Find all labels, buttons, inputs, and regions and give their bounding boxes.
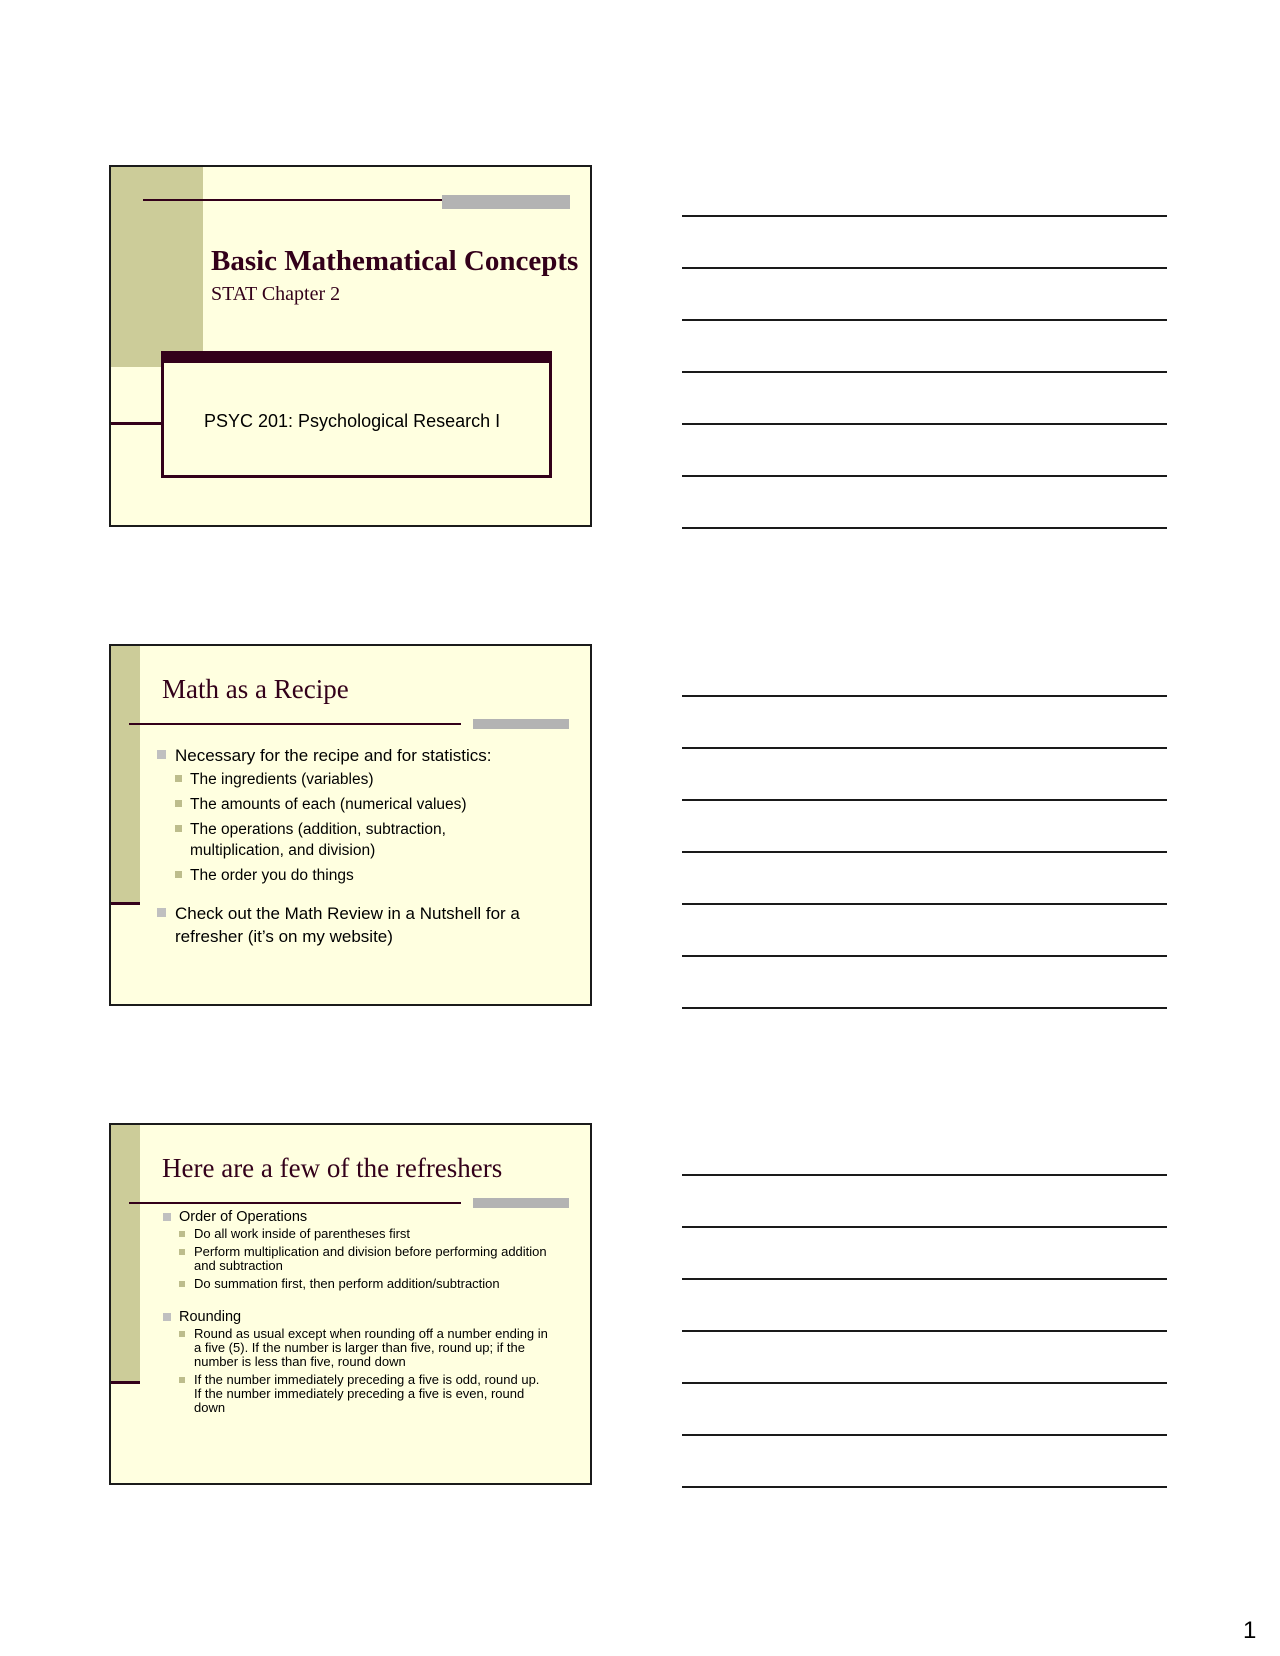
note-line [682,423,1167,425]
slide-title: Math as a Recipe [162,674,349,704]
page-number: 1 [1243,1617,1257,1644]
note-line [682,903,1167,905]
course-label: PSYC 201: Psychological Research I [204,411,501,431]
list-item: If the number immediately preceding a five is odd, round up. If the number immediately preceding a five is even, round down [179,1373,549,1415]
note-line [682,851,1167,853]
list-item: The order you do things [175,865,577,886]
top-rule [143,199,443,201]
note-line [682,1330,1167,1332]
slide-accent-band [111,646,140,904]
list-item: Order of Operations Do all work inside of parentheses first Perform multiplication and division before performing addition and subtraction Do summation first, then perform addition/subtraction [163,1209,563,1291]
list-item: Perform multiplication and division before performing addition and subtraction [179,1245,549,1273]
note-line [682,1007,1167,1009]
list-item: Do summation first, then perform addition/subtraction [179,1277,563,1291]
accent-bar [442,195,570,209]
list-item: Rounding Round as usual except when rounding off a number ending in a five (5). If the number is larger than five, round up; if the number is less than five, round down If the number immediately preceding a five is odd, round up. If the number immediately preceding a five is even, round down [163,1309,563,1415]
list-item: The amounts of each (numerical values) [175,794,577,815]
note-line [682,1382,1167,1384]
title-rule [129,723,461,725]
slide-subtitle: STAT Chapter 2 [211,283,341,305]
slide-2 [109,644,592,1006]
slide-accent-band [111,167,203,367]
note-line [682,215,1167,217]
slide-3 [109,1123,592,1485]
list-item: Necessary for the recipe and for statistics: The ingredients (variables) The amounts of each (numerical values) The operations (addition, subtraction, multiplication, and division) The order you do things [157,744,577,886]
note-line [682,267,1167,269]
bullet-list [157,744,577,948]
slide-1 [109,165,592,527]
note-line [682,1226,1167,1228]
sub-list [179,1327,563,1415]
slide-accent-band [111,1125,140,1383]
note-line [682,371,1167,373]
band-tick [111,902,140,905]
accent-bar [473,719,569,729]
note-line [682,1174,1167,1176]
list-item: The operations (addition, subtraction, multiplication, and division) [175,819,480,861]
note-line [682,527,1167,529]
note-line [682,747,1167,749]
slide-title: Here are a few of the refreshers [162,1153,503,1183]
note-line [682,955,1167,957]
note-line [682,799,1167,801]
slide-title: Basic Mathematical Concepts [211,245,579,277]
note-line [682,1486,1167,1488]
sub-list [179,1227,563,1291]
note-line [682,1434,1167,1436]
note-line [682,319,1167,321]
bullet-list [163,1209,563,1419]
accent-bar [473,1198,569,1208]
note-line [682,475,1167,477]
band-tick [111,422,163,425]
title-rule [129,1202,461,1204]
course-box [161,351,552,478]
list-item: Check out the Math Review in a Nutshell for a refresher (it’s on my website) [157,902,565,948]
note-line [682,695,1167,697]
note-line [682,1278,1167,1280]
sub-list [175,769,577,886]
list-item: The ingredients (variables) [175,769,577,790]
list-item: Round as usual except when rounding off a number ending in a five (5). If the number is larger than five, round up; if the number is less than five, round down [179,1327,549,1369]
band-tick [111,1381,140,1384]
list-item: Do all work inside of parentheses first [179,1227,563,1241]
